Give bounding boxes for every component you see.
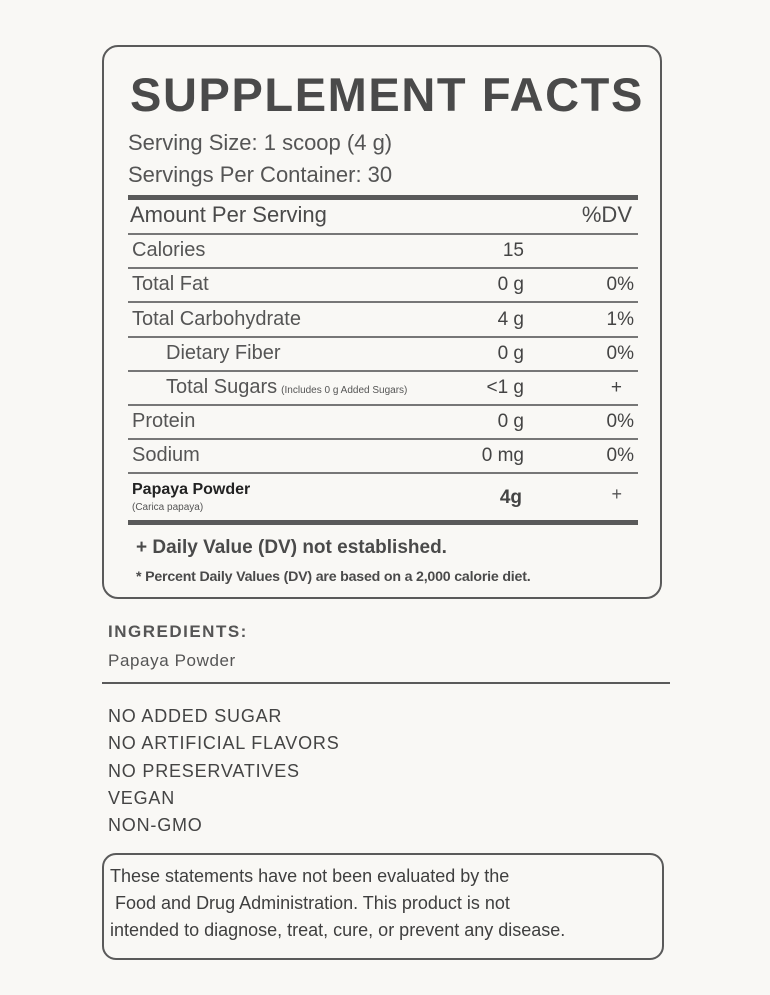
row-amount: 0 g	[497, 274, 524, 295]
row-label	[166, 376, 407, 399]
row-dv: +	[610, 377, 622, 398]
table-row	[128, 372, 638, 406]
row-amount: 0 g	[497, 411, 524, 432]
row-amount: 4 g	[497, 309, 524, 330]
supplement-facts-panel	[102, 45, 662, 599]
claim-item: VEGAN	[108, 787, 176, 808]
percent-dv-note: * Percent Daily Values (DV) are based on a 2,000 calorie diet.	[136, 569, 531, 585]
ingredient-scientific-name: (Carica papaya)	[132, 502, 204, 513]
disclaimer-text	[110, 863, 565, 944]
row-label: Calories	[132, 239, 206, 261]
table-row	[128, 304, 638, 338]
row-amount: 0 mg	[481, 445, 524, 466]
added-sugars-note: (Includes 0 g Added Sugars)	[281, 385, 408, 396]
row-amount: <1 g	[486, 377, 524, 398]
row-dv: 1%	[606, 309, 634, 330]
claim-item: NO PRESERVATIVES	[108, 760, 300, 781]
ingredients-title: INGREDIENTS:	[108, 622, 248, 641]
ingredient-amount: 4g	[499, 487, 522, 508]
serving-size: Serving Size: 1 scoop (4 g)	[128, 130, 393, 155]
dv-header: %DV	[581, 202, 632, 227]
ingredient-name: Papaya Powder	[132, 481, 251, 498]
row-dv: 0%	[606, 411, 634, 432]
claim-item: NO ARTIFICIAL FLAVORS	[108, 733, 340, 754]
table-row	[128, 235, 638, 269]
dv-not-established-note: + Daily Value (DV) not established.	[136, 537, 447, 558]
table-row	[128, 269, 638, 303]
ingredients-text: Papaya Powder	[108, 651, 236, 670]
header-rule	[128, 195, 638, 200]
ingredient-dv: +	[611, 484, 622, 504]
disclaimer-line-2: Food and Drug Administration. This product is not	[110, 893, 510, 913]
row-label: Total Carbohydrate	[132, 308, 301, 330]
claim-item: NO ADDED SUGAR	[108, 706, 283, 726]
row-dv: 0%	[606, 445, 634, 466]
table-row	[128, 338, 638, 372]
ingredients-divider	[102, 682, 670, 684]
disclaimer-line-1: These statements have not been evaluated by the	[110, 866, 510, 886]
row-label: Sodium	[132, 444, 200, 466]
row-dv: 0%	[606, 274, 634, 295]
servings-per-container: Servings Per Container: 30	[128, 162, 393, 187]
disclaimer-line-3: intended to diagnose, treat, cure, or prevent any disease.	[110, 920, 566, 940]
sugars-label: Total Sugars	[166, 376, 278, 398]
table-row	[128, 406, 638, 440]
amount-per-serving-header: Amount Per Serving	[130, 202, 327, 227]
row-divider	[128, 472, 638, 474]
product-claims-list	[108, 703, 340, 839]
fda-disclaimer-box	[102, 853, 664, 960]
row-divider	[128, 301, 638, 303]
table-row	[128, 440, 638, 474]
facts-title: SUPPLEMENT FACTS	[130, 68, 644, 121]
row-dv: 0%	[606, 343, 634, 364]
row-label: Protein	[132, 410, 196, 432]
row-label: Dietary Fiber	[166, 342, 281, 364]
claim-item: NON-GMO	[108, 815, 203, 836]
row-amount: 15	[502, 240, 524, 261]
footer-rule	[128, 520, 638, 525]
row-label: Total Fat	[132, 273, 209, 295]
row-amount: 0 g	[497, 343, 524, 364]
